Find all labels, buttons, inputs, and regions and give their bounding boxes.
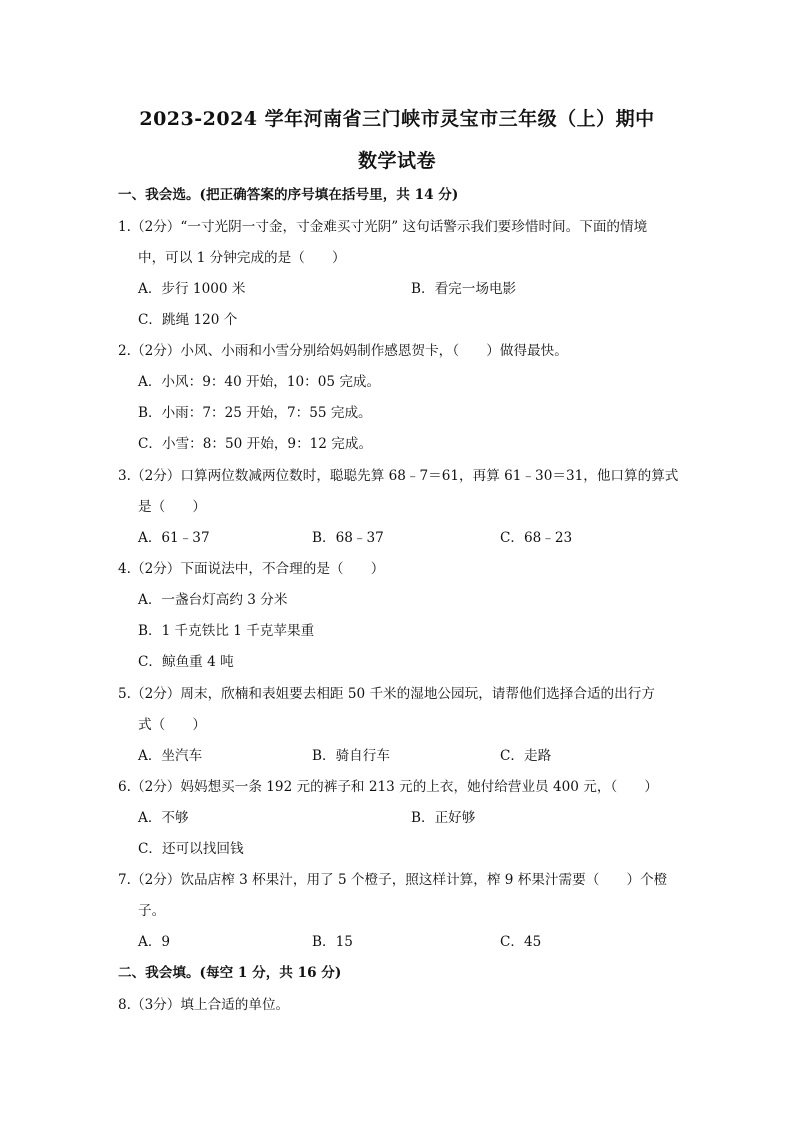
q7-option-b: B．15 — [312, 934, 353, 950]
q4-option-b: B．1 千克铁比 1 千克苹果重 — [138, 623, 315, 639]
q4-stem-line1: 4.（2分）下面说法中，不合理的是（ ） — [118, 561, 385, 577]
q1-stem-line1: 1.（2分）“一寸光阴一寸金，寸金难买寸光阴” 这句话警示我们要珍惜时间。下面的情境 — [118, 219, 648, 235]
q4-option-a: A．一盏台灯高约 3 分米 — [138, 592, 288, 608]
q6-option-a: A．不够 — [138, 810, 189, 826]
section-1-heading: 一、我会选。(把正确答案的序号填在括号里，共 14 分) — [118, 187, 459, 203]
q1-option-c: C．跳绳 120 个 — [138, 312, 238, 328]
q3-option-b: B．68﹣37 — [312, 530, 384, 546]
q3-option-a: A．61﹣37 — [138, 530, 210, 546]
q7-stem-line1: 7.（2分）饮品店榨 3 杯果汁，用了 5 个橙子，照这样计算，榨 9 杯果汁需要（ ）个橙 — [118, 872, 668, 888]
q2-option-a: A．小风：9：40 开始，10：05 完成。 — [138, 374, 381, 390]
q6-option-b: B．正好够 — [411, 810, 476, 826]
section-2-heading: 二、我会填。(每空 1 分，共 16 分) — [118, 965, 342, 981]
q2-option-c: C．小雪：8：50 开始，9：12 完成。 — [138, 436, 373, 452]
q5-option-c: C．走路 — [500, 748, 552, 764]
q1-stem-line2: 中，可以 1 分钟完成的是（ ） — [138, 250, 346, 266]
exam-title-line2: 数学试卷 — [357, 150, 436, 172]
q7-option-a: A．9 — [138, 934, 171, 950]
q5-stem-line2: 式（ ） — [138, 717, 206, 733]
exam-title-line1: 2023-2024 学年河南省三门峡市灵宝市三年级（上）期中 — [139, 108, 655, 130]
q5-option-a: A．坐汽车 — [138, 748, 203, 764]
q5-option-b: B．骑自行车 — [312, 748, 390, 764]
q2-stem-line1: 2.（2分）小风、小雨和小雪分别给妈妈制作感恩贺卡，（ ）做得最快。 — [118, 343, 568, 359]
q7-option-c: C．45 — [500, 934, 542, 950]
q4-option-c: C．鲸鱼重 4 吨 — [138, 654, 234, 670]
q3-option-c: C．68﹣23 — [500, 530, 573, 546]
q3-stem-line2: 是（ ） — [138, 499, 206, 515]
q2-option-b: B．小雨：7：25 开始，7：55 完成。 — [138, 405, 372, 421]
q6-stem-line1: 6.（2分）妈妈想买一条 192 元的裤子和 213 元的上衣，她付给营业员 400 元，（ ） — [118, 779, 658, 795]
q7-stem-line2: 子。 — [138, 903, 166, 919]
q6-option-c: C．还可以找回钱 — [138, 841, 244, 857]
q8-stem-line1: 8.（3分）填上合适的单位。 — [118, 997, 290, 1013]
q1-option-b: B．看完一场电影 — [411, 281, 517, 297]
q5-stem-line1: 5.（2分）周末，欣楠和表姐要去相距 50 千米的湿地公园玩，请帮他们选择合适的出行方 — [118, 686, 655, 702]
q3-stem-line1: 3.（2分）口算两位数减两位数时，聪聪先算 68﹣7＝61，再算 61﹣30＝31，他口算的算式 — [118, 468, 679, 484]
q1-option-a: A．步行 1000 米 — [138, 281, 246, 297]
